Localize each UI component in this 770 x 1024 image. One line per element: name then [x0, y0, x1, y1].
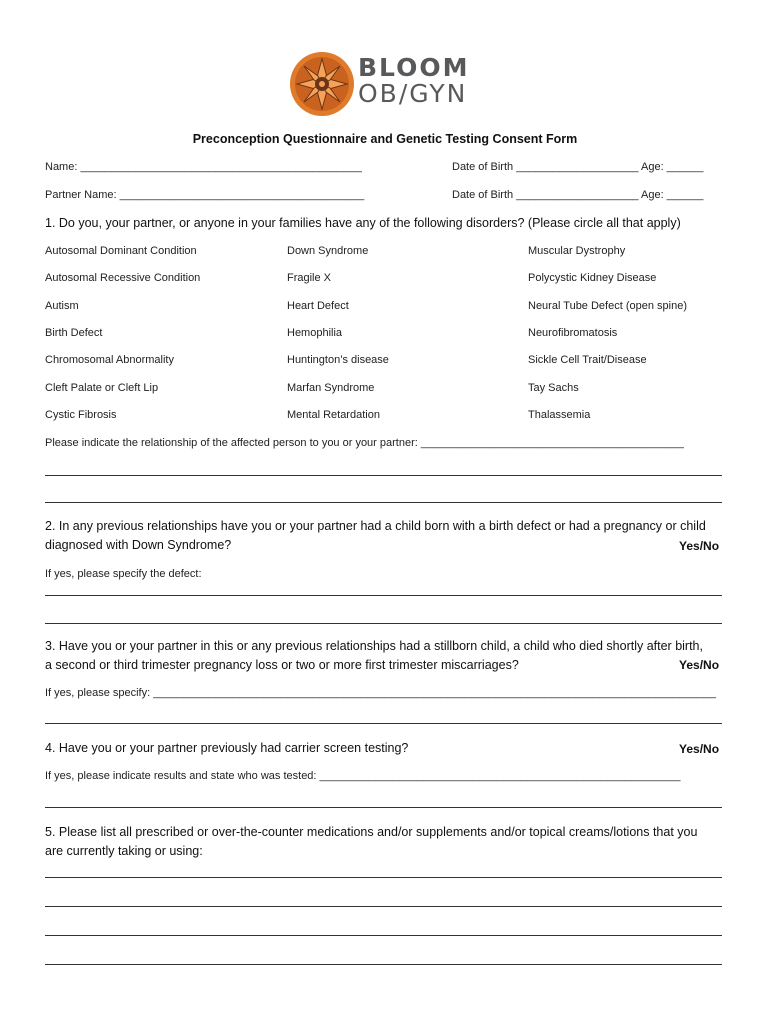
- medication-line[interactable]: [45, 964, 722, 965]
- disorder-option[interactable]: Muscular Dystrophy: [528, 245, 626, 257]
- dob-age-field[interactable]: Date of Birth ____________________ Age: ______: [452, 161, 704, 173]
- question-3-line2: a second or third trimester pregnancy loss or two or more first trimester miscarriages?: [45, 658, 519, 672]
- bloom-logo-icon: [289, 51, 355, 117]
- question-1: 1. Do you, your partner, or anyone in your families have any of the following disorders? (Please circle all that apply): [45, 216, 681, 230]
- disorder-option[interactable]: Down Syndrome: [287, 245, 369, 257]
- partner-name-field[interactable]: Partner Name: ________________________________________: [45, 189, 365, 201]
- medication-line[interactable]: [45, 906, 722, 907]
- disorder-option[interactable]: Chromosomal Abnormality: [45, 354, 174, 367]
- question-3-yes-no[interactable]: Yes/No: [679, 658, 720, 672]
- medication-line[interactable]: [45, 877, 722, 878]
- brand-line2: OB/GYN: [358, 79, 468, 108]
- question-3-line1: 3. Have you or your partner in this or any previous relationships had a stillborn child, a child who died shortly after birth,: [45, 639, 703, 653]
- question-4-yes-no[interactable]: Yes/No: [679, 742, 720, 756]
- disorder-option[interactable]: Cystic Fibrosis: [45, 408, 117, 421]
- answer-line[interactable]: [45, 595, 722, 596]
- disorder-option[interactable]: Thalassemia: [528, 408, 591, 421]
- question-2-line1: 2. In any previous relationships have you or your partner had a child born with a birth defect or had a pregnancy or child: [45, 519, 706, 533]
- disorder-option[interactable]: Autosomal Recessive Condition: [45, 272, 201, 285]
- question-2-yes-no[interactable]: Yes/No: [679, 539, 720, 553]
- answer-line[interactable]: [45, 807, 722, 808]
- disorder-option[interactable]: Autism: [45, 299, 79, 312]
- answer-line[interactable]: [45, 502, 722, 503]
- question-3-specify-field[interactable]: If yes, please specify: ____________________________________________________________________________________________: [45, 687, 717, 699]
- disorder-option[interactable]: Marfan Syndrome: [287, 381, 375, 394]
- disorder-option[interactable]: Polycystic Kidney Disease: [528, 272, 657, 285]
- disorder-option[interactable]: Tay Sachs: [528, 381, 579, 394]
- question-5-line2: are currently taking or using:: [45, 844, 203, 858]
- disorder-option[interactable]: Hemophilia: [287, 326, 343, 339]
- question-4: 4. Have you or your partner previously had carrier screen testing?: [45, 741, 409, 755]
- disorder-option[interactable]: Neural Tube Defect (open spine): [528, 299, 687, 312]
- disorder-option[interactable]: Fragile X: [287, 272, 332, 285]
- disorder-option[interactable]: Sickle Cell Trait/Disease: [528, 354, 647, 367]
- question-4-specify-field[interactable]: If yes, please indicate results and state who was tested: ___________________________________________________________: [45, 770, 681, 782]
- disorder-option[interactable]: Birth Defect: [45, 326, 103, 339]
- disorder-option[interactable]: Huntington’s disease: [287, 354, 389, 367]
- disorder-option[interactable]: Heart Defect: [287, 299, 349, 312]
- brand-line1: BLOOM: [358, 53, 470, 82]
- question-2-specify-label: If yes, please specify the defect:: [45, 568, 202, 580]
- question-5-line1: 5. Please list all prescribed or over-the-counter medications and/or supplements and/or topical creams/lotions that you: [45, 825, 698, 839]
- brand-name: [358, 55, 469, 107]
- relationship-field[interactable]: Please indicate the relationship of the affected person to you or your partner: ___________________________________________: [45, 437, 684, 449]
- form-title: Preconception Questionnaire and Genetic Testing Consent Form: [192, 132, 578, 146]
- answer-line[interactable]: [45, 723, 722, 724]
- disorder-option[interactable]: Neurofibromatosis: [528, 326, 618, 339]
- medication-line[interactable]: [45, 935, 722, 936]
- disorder-option[interactable]: Cleft Palate or Cleft Lip: [45, 381, 159, 394]
- question-2-line2: diagnosed with Down Syndrome?: [45, 538, 232, 552]
- partner-dob-age-field[interactable]: Date of Birth ____________________ Age: ______: [452, 189, 704, 201]
- answer-line[interactable]: [45, 475, 722, 476]
- name-field[interactable]: Name: ______________________________________________: [45, 161, 362, 173]
- disorder-option[interactable]: Autosomal Dominant Condition: [45, 245, 197, 257]
- disorder-option[interactable]: Mental Retardation: [287, 408, 380, 421]
- answer-line[interactable]: [45, 623, 722, 624]
